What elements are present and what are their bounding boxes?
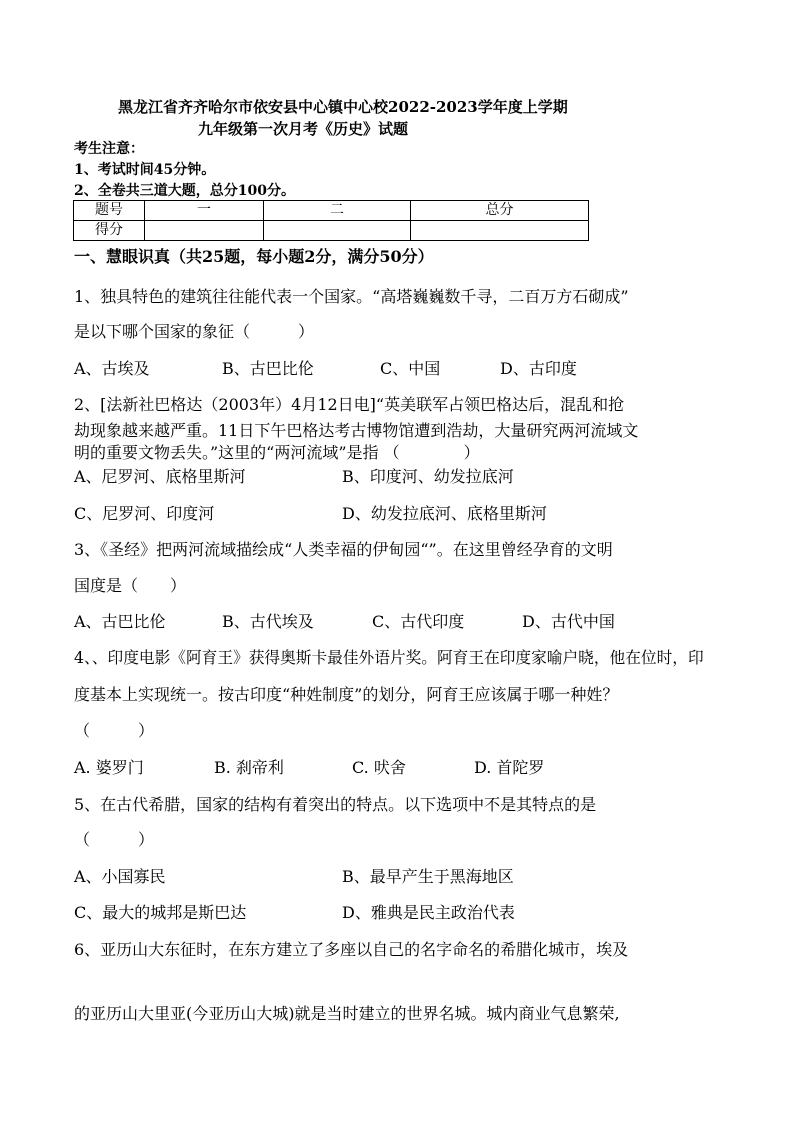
question-3-text: 国度是（ ）	[74, 576, 187, 595]
note-item-2: 2、全卷共三道大题，总分100分。	[74, 183, 295, 199]
score-input-cell[interactable]	[264, 221, 411, 241]
question-4-option-d[interactable]: D. 首陀罗	[474, 758, 545, 777]
question-5-option-a[interactable]: A、小国寡民	[74, 867, 166, 886]
question-2-text: 2、[法新社巴格达（2003年）4月12日电]“英美联军占领巴格达后，混乱和抢	[74, 395, 625, 414]
score-cell: 一	[145, 201, 264, 221]
question-3-option-d[interactable]: D、古代中国	[522, 612, 615, 631]
question-4-text: （ ）	[74, 721, 155, 740]
score-cell: 总分	[411, 201, 589, 221]
exam-title-line2: 九年级第一次月考《历史》试题	[198, 120, 409, 138]
question-2-text: 劫现象越来越严重。11日下午巴格达考古博物馆遭到浩劫，大量研究两河流域文	[74, 421, 639, 440]
notes-heading: 考生注意：	[74, 141, 144, 157]
question-6-text: 的亚历山大里亚(今亚历山大城)就是当时建立的世界名城。城内商业气息繁荣,	[74, 1004, 620, 1023]
note-item-1: 1、考试时间45分钟。	[74, 162, 216, 178]
question-4-text: 4、、印度电影《阿育王》获得奥斯卡最佳外语片奖。阿育王在印度家喻户晓，他在位时，印	[74, 648, 704, 667]
question-5-option-b[interactable]: B、最早产生于黑海地区	[342, 867, 514, 886]
score-cell: 二	[264, 201, 411, 221]
question-3-option-b[interactable]: B、古代埃及	[222, 612, 314, 631]
question-5-text: （ ）	[74, 830, 155, 849]
question-5-option-d[interactable]: D、雅典是民主政治代表	[342, 903, 515, 922]
question-4-option-a[interactable]: A. 婆罗门	[74, 758, 144, 777]
question-2-text: 明的重要文物丢失。”这里的“两河流域”是指 （ ）	[74, 443, 480, 462]
question-2-option-d[interactable]: D、幼发拉底河、底格里斯河	[342, 504, 547, 523]
question-6-text: 6、亚历山大东征时，在东方建立了多座以自己的名字命名的希腊化城市，埃及	[74, 940, 629, 959]
score-input-cell[interactable]	[145, 221, 264, 241]
score-table-row	[74, 221, 589, 241]
section-heading: 一、慧眼识真（共25题，每小题2分，满分50分）	[74, 247, 434, 266]
score-table	[73, 200, 589, 241]
question-3-text: 3、《圣经》把两河流域描绘成“人类幸福的伊甸园“”。在这里曾经孕育的文明	[74, 540, 613, 559]
score-input-cell[interactable]	[411, 221, 589, 241]
question-4-option-b[interactable]: B. 刹帝利	[214, 758, 284, 777]
question-3-option-c[interactable]: C、古代印度	[372, 612, 465, 631]
question-4-option-c[interactable]: C. 吠舍	[352, 758, 406, 777]
question-4-text: 度基本上实现统一。按古印度“种姓制度”的划分，阿育王应该属于哪一种姓？	[74, 685, 619, 704]
question-1-option-d[interactable]: D、古印度	[500, 359, 577, 378]
score-table-row	[74, 201, 589, 221]
question-5-option-c[interactable]: C、最大的城邦是斯巴达	[74, 903, 247, 922]
question-2-option-c[interactable]: C、尼罗河、印度河	[74, 504, 215, 523]
question-2-option-b[interactable]: B、印度河、幼发拉底河	[342, 467, 514, 486]
question-1-option-a[interactable]: A、古埃及	[74, 359, 150, 378]
score-cell: 题号	[74, 201, 145, 221]
question-2-option-a[interactable]: A、尼罗河、底格里斯河	[74, 467, 246, 486]
question-1-option-c[interactable]: C、中国	[380, 359, 441, 378]
question-3-option-a[interactable]: A、古巴比伦	[74, 612, 166, 631]
exam-title-line1: 黑龙江省齐齐哈尔市依安县中心镇中心校2022-2023学年度上学期	[118, 98, 568, 116]
question-1-option-b[interactable]: B、古巴比伦	[222, 359, 314, 378]
score-cell: 得分	[74, 221, 145, 241]
question-1-text: 1、独具特色的建筑往往能代表一个国家。“高塔巍巍数千寻，二百万方石砌成”	[74, 287, 629, 306]
question-5-text: 5、在古代希腊，国家的结构有着突出的特点。以下选项中不是其特点的是	[74, 795, 597, 814]
question-1-text: 是以下哪个国家的象征（ ）	[74, 322, 315, 341]
